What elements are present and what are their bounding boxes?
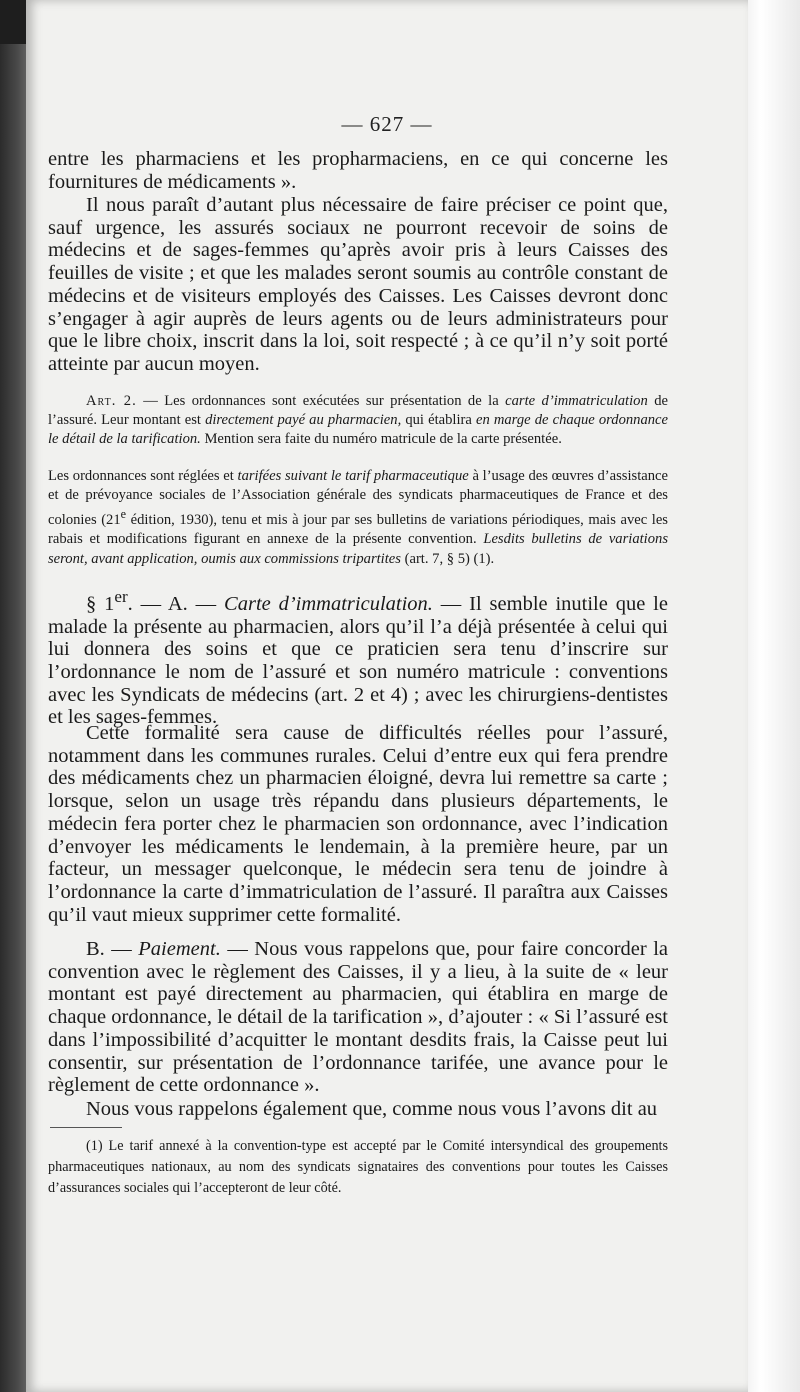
page-right-margin (748, 0, 800, 1392)
paragraph-continuation: entre les pharmaciens et les propharmaciens, en ce qui concerne les fournitures de médicaments ». (48, 148, 668, 193)
section-b-paragraph-2: Nous vous rappelons également que, comme nous vous l’avons dit au (86, 1098, 658, 1120)
article-label: Art. 2. (86, 393, 137, 409)
section-a-title: Carte d’immatriculation. (224, 592, 433, 615)
section-b-title: Paiement. (138, 938, 221, 960)
section-a-paragraph-2: Cette formalité sera cause de difficultés réelles pour l’assuré, notamment dans les communes rurales. Celui d’entre eux qui fera prendre des médicaments chez un pharmacien éloigné, devra lui remettre sa carte ; lorsque, selon un usage très répandu dans plusieurs départements, le médecin fera porter chez le pharmacien son ordonnance, avec l’indication d’envoyer les médicaments le lendemain, à la première heure, par un facteur, un messager quelconque, le médecin sera tenu de joindre à l’ordonnance la carte d’immatriculation de l’assuré. Il paraîtra aux Caisses qu’il vaut mieux supprimer cette formalité. (48, 722, 668, 926)
article-2-paragraph-2: Les ordonnances sont réglées et tarifées suivant le tarif pharmaceutique à l’usage des œuvres d’assistance et de prévoyance sociales de l’Association générale des syndicats pharmaceutiques de France et des colonies (21e édition, 1930), tenu et mis à jour par ses bulletins de variations périodiques, mais avec les rabais et modifications figurant en annexe de la présente convention. Lesdits bulletins de variations seront, avant application, oumis aux commissions tripartites (art. 7, § 5) (1). (48, 468, 669, 567)
book-page (26, 0, 748, 1392)
section-a-paragraph-1: § 1er. — A. — Carte d’immatriculation. — Il semble inutile que le malade la présente au pharmacien, alors qu’il l’a déjà présentée à celui qui lui donnera des soins et que ce praticien sera tenu d’inscrire sur l’ordonnance le nom de l’assuré et son numéro matricule : conventions avec les Syndicats de médecins (art. 2 et 4) ; avec les chirurgiens-dentistes et les sages-femmes. (48, 587, 668, 729)
footnote-divider (50, 1127, 122, 1128)
footnote: (1) Le tarif annexé à la convention-type est accepté par le Comité intersyndical des groupements pharmaceutiques nationaux, au nom des syndicats signataires des conventions pour toutes les Caisses d’assurances sociales qui l’accepteront de leur côté. (48, 1138, 668, 1196)
article-2-paragraph-1: Art. 2. — Les ordonnances sont exécutées sur présentation de la carte d’immatriculation de l’assuré. Leur montant est directement payé au pharmacien, qui établira en marge de chaque ordonnance le détail de la tarification. Mention sera faite du numéro matricule de la carte présentée. (48, 393, 669, 448)
paragraph-libre-choix: Il nous paraît d’autant plus nécessaire de faire préciser ce point que, sauf urgence, les assurés sociaux ne pourront recevoir de soins de médecins et de sages-femmes qu’après avoir pris à leurs Caisses des feuilles de visite ; et que les malades seront soumis au contrôle constant de médecins et de visiteurs employés des Caisses. Les Caisses devront donc s’engager à agir auprès de leurs agents ou de leurs administrateurs pour que le libre choix, inscrit dans la loi, soit respecté ; à ce qu’il n’y soit porté atteinte par aucun moyen. (48, 194, 668, 375)
page-number: — 627 — (341, 112, 433, 136)
section-b-paragraph-1: B. — Paiement. — Nous vous rappelons que, pour faire concorder la convention avec le règlement des Caisses, il y a lieu, à la suite de « leur montant est payé directement au pharmacien, qui établira en marge de chaque ordonnance, le détail de la tarification », d’ajouter : « Si l’assuré est dans l’impossibilité d’acquitter le montant desdits frais, la Caisse peut lui consentir, sur présentation de l’ordonnance tarifée, une avance pour le règlement de cette ordonnance ». (48, 938, 668, 1097)
